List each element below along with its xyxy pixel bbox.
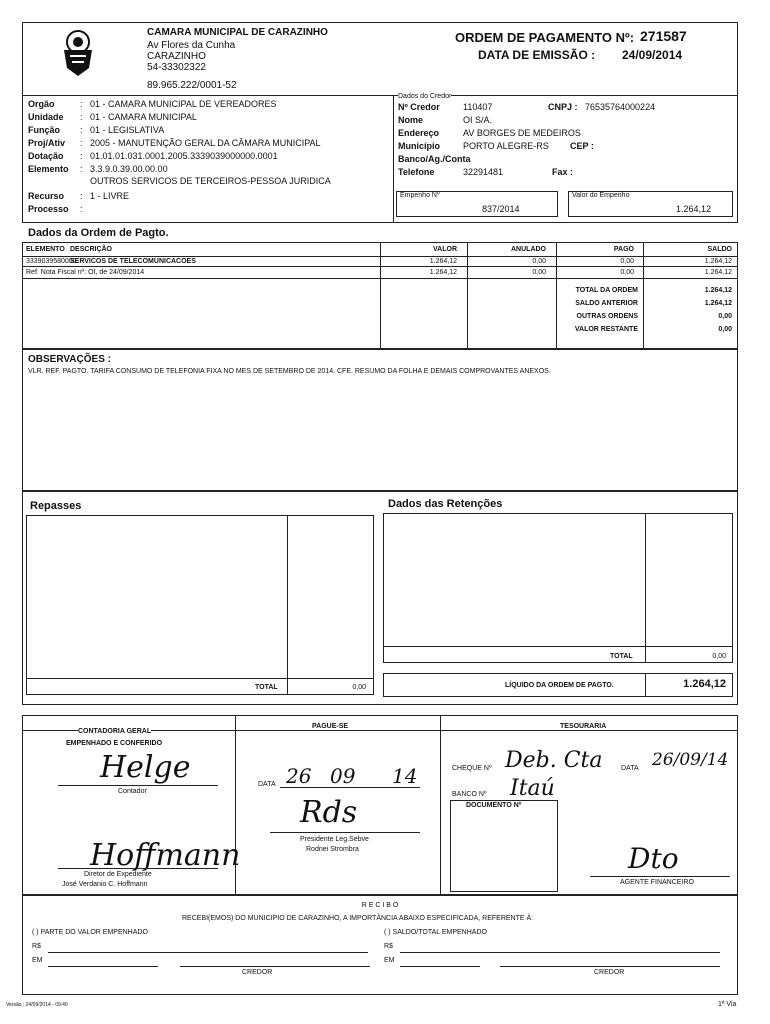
creditor-fax-label: Fax : [552, 167, 574, 177]
tesouraria-data-label: DATA [621, 765, 639, 772]
repasses-total-value: 0,00 [352, 684, 366, 691]
outras-ordens-value: 0,00 [718, 313, 732, 320]
row1-saldo: 1.264,12 [704, 258, 732, 265]
funcao-value: 01 - LEGISLATIVA [90, 125, 165, 135]
creditor-cep-label: CEP : [570, 141, 594, 151]
repasses-title: Repasses [30, 500, 82, 512]
saldo-anterior-value: 1.264,12 [704, 300, 732, 307]
processo-label: Processo [28, 204, 69, 214]
issue-date: 24/09/2014 [622, 48, 683, 62]
recibo-title: R E C I B O [361, 902, 399, 909]
rs-label-left: R$ [32, 943, 41, 950]
cheque-handwritten: Deb. Cta [505, 748, 603, 773]
creditor-endereco-label: Endereço [398, 128, 440, 138]
observacoes-label: OBSERVAÇÕES : [28, 354, 111, 365]
em-label-right: EM [384, 957, 395, 964]
elemento-value: 3.3.9.0.39.00.00.00 [90, 164, 168, 174]
creditor-telefone-label: Telefone [398, 167, 435, 177]
creditor-cnpj: 76535764000224 [585, 102, 656, 112]
liquido-value: 1.264,12 [683, 678, 726, 690]
municipal-seal-icon [58, 28, 98, 78]
elemento-description: OUTROS SERVICOS DE TERCEIROS-PESSOA JURIDICA [90, 176, 331, 186]
observacoes-text: VLR. REF. PAGTO. TARIFA CONSUMO DE TELEFONIA FIXA NO MES DE SETEMBRO DE 2014. CFE. RESUMO DA FOLHA E DEMAIS COMPROVANTES ANEXOS. [28, 368, 551, 375]
funcao-label: Função [28, 125, 61, 135]
retencoes-total-value: 0,00 [712, 653, 726, 660]
saldo-anterior-label: SALDO ANTERIOR [575, 300, 638, 307]
empenhado-conferido-label: EMPENHADO E CONFERIDO [66, 740, 163, 747]
col-descricao-header: DESCRIÇÃO [70, 246, 113, 253]
creditor-banco-label: Banco/Ag./Conta [398, 154, 471, 164]
saldo-total-option: ( ) SALDO/TOTAL EMPENHADO [384, 929, 487, 936]
empenho-value-label: Valor do Empenho [572, 192, 630, 199]
col-pago-header: PAGO [613, 246, 634, 253]
banco-label: BANCO Nº [452, 791, 487, 798]
liquido-label: LÍQUIDO DA ORDEM DE PAGTO. [505, 682, 614, 689]
row2-valor: 1.264,12 [429, 269, 457, 276]
row2-pago: 0,00 [620, 269, 634, 276]
dotacao-label: Dotação [28, 151, 64, 161]
entity-address: Av Flores da Cunha [147, 40, 236, 51]
footer-via: 1ª Via [718, 1001, 737, 1008]
valor-restante-value: 0,00 [718, 326, 732, 333]
documento-label: DOCUMENTO Nº [466, 802, 522, 809]
row1-valor: 1.264,12 [429, 258, 457, 265]
entity-cnpj: 89.965.222/0001-52 [147, 80, 237, 91]
orgao-label: Orgão [28, 99, 55, 109]
rs-label-right: R$ [384, 943, 393, 950]
row2-descricao: Ref. Nota Fiscal nº: OI, de 24/09/2014 [26, 269, 145, 276]
pague-title: PAGUE-SE [312, 723, 349, 730]
outras-ordens-label: OUTRAS ORDENS [576, 313, 638, 320]
diretor-name: José Verdanio C. Hoffmann [62, 881, 148, 888]
empenho-num: 837/2014 [482, 204, 520, 214]
retencoes-table [383, 513, 733, 663]
contador-signature: Helge [100, 750, 191, 785]
repasses-total-label: TOTAL [255, 684, 278, 691]
order-data-title: Dados da Ordem de Pagto. [28, 227, 169, 239]
row2-saldo: 1.264,12 [704, 269, 732, 276]
empenho-value: 1.264,12 [676, 204, 712, 214]
creditor-municipio: PORTO ALEGRE-RS [463, 141, 549, 151]
credor-label: CREDOR [242, 969, 273, 976]
retencoes-title: Dados das Retenções [388, 498, 503, 510]
creditor-nome-label: Nome [398, 115, 424, 125]
recibo-text: RECEBI(EMOS) DO MUNICIPIO DE CARAZINHO, A IMPORTÂNCIA ABAIXO ESPECIFICADA, REFERENTE À: [182, 915, 534, 922]
cheque-label: CHEQUE Nº [452, 765, 492, 772]
creditor-num-label: Nº Credor [398, 102, 440, 112]
diretor-label: Diretor de Expediente [84, 871, 152, 878]
banco-handwritten: Itaú [510, 776, 555, 801]
presidente-signature: Rds [300, 795, 358, 830]
col-valor-header: VALOR [433, 246, 457, 253]
contadoria-title: CONTADORIA GERAL [78, 728, 152, 735]
repasses-table [26, 515, 374, 695]
credor-label-right: CREDOR [594, 969, 625, 976]
footer-version: Versão : 24/09/2014 - 09:40 [6, 1002, 68, 1008]
tesouraria-title: TESOURARIA [560, 723, 607, 730]
presidente-label: Presidente Leg.Sebve [300, 836, 369, 843]
row1-descricao: SERVICOS DE TELECOMUNICACOES [70, 258, 196, 265]
empenho-num-label: Empenho Nº [400, 192, 440, 199]
recibo-box [22, 895, 738, 995]
projativ-label: Proj/Ativ [28, 138, 66, 148]
total-ordem-label: TOTAL DA ORDEM [575, 287, 638, 294]
recurso-value: 1 - LIVRE [90, 191, 130, 201]
parte-valor-option: ( ) PARTE DO VALOR EMPENHADO [32, 929, 148, 936]
projativ-value: 2005 - MANUTENÇÃO GERAL DA CÂMARA MUNICIPAL [90, 138, 321, 148]
presidente-name: Rodnei Strombra [306, 846, 359, 853]
pague-year: 14 [392, 764, 418, 788]
row1-pago: 0,00 [620, 258, 634, 265]
creditor-municipio-label: Município [398, 141, 440, 151]
order-number-label: ORDEM DE PAGAMENTO Nº: [455, 30, 635, 45]
pague-month: 09 [330, 764, 356, 788]
contador-label: Contador [118, 788, 147, 795]
tesouraria-data-handwritten: 26/09/14 [652, 750, 729, 770]
row2-anulado: 0,00 [532, 269, 546, 276]
pague-day: 26 [286, 764, 312, 788]
unidade-value: 01 - CAMARA MUNICIPAL [90, 112, 197, 122]
col-saldo-header: SALDO [707, 246, 732, 253]
dotacao-value: 01.01.01.031.0001.2005.3339039000000.0001 [90, 151, 278, 161]
diretor-signature: Hoffmann [90, 838, 241, 873]
recurso-label: Recurso [28, 191, 65, 201]
agente-signature: Dto [628, 842, 679, 875]
retencoes-total-label: TOTAL [610, 653, 633, 660]
documento-box [450, 800, 558, 892]
elemento-label: Elemento [28, 164, 69, 174]
agente-label: AGENTE FINANCEIRO [620, 879, 694, 886]
row1-elemento: 3339039580000 [26, 258, 77, 265]
entity-name: CAMARA MUNICIPAL DE CARAZINHO [147, 27, 328, 38]
entity-city: CARAZINHO [147, 51, 206, 62]
creditor-cnpj-label: CNPJ : [548, 102, 578, 112]
valor-restante-label: VALOR RESTANTE [574, 326, 638, 333]
creditor-num: 110407 [463, 102, 493, 112]
pague-data-label: DATA [258, 781, 276, 788]
col-anulado-header: ANULADO [511, 246, 546, 253]
row1-anulado: 0,00 [532, 258, 546, 265]
col-elemento-header: ELEMENTO [26, 246, 65, 253]
issue-date-label: DATA DE EMISSÃO : [478, 48, 596, 62]
unidade-label: Unidade [28, 112, 64, 122]
orgao-value: 01 - CAMARA MUNICIPAL DE VEREADORES [90, 99, 277, 109]
creditor-telefone: 32291481 [463, 167, 504, 177]
creditor-section-label: Dados do Credor [398, 93, 452, 100]
order-number: 271587 [640, 28, 687, 44]
creditor-nome: OI S/A. [463, 115, 493, 125]
total-ordem-value: 1.264,12 [704, 287, 732, 294]
em-label-left: EM [32, 957, 43, 964]
entity-phone: 54-33302322 [147, 62, 206, 73]
creditor-endereco: AV BORGES DE MEDEIROS [463, 128, 581, 138]
